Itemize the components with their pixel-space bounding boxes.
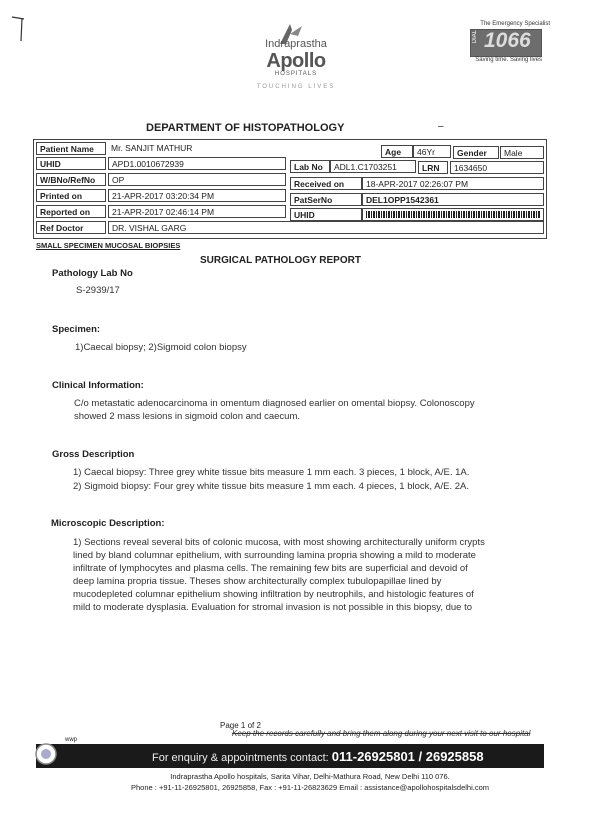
gender-label: Gender [453,146,499,159]
department-title: DEPARTMENT OF HISTOPATHOLOGY [146,122,345,134]
printed-label: Printed on [36,189,106,202]
lab-no-text: S-2939/17 [76,285,120,296]
logo-tagline: TOUCHING LIVES [256,84,336,90]
uhid-label: UHID [36,157,106,170]
lab-no-label: Lab No [290,160,330,173]
barcode-icon [366,211,540,218]
gross-line-2: 2) Sigmoid biopsy: Four grey white tissue bits measure 1 mm each. 4 pieces, 1 block, A/E. 2A. [73,481,470,492]
reported-value: 21-APR-2017 02:46:14 PM [108,205,286,218]
enquiry-text [152,749,484,764]
age-label: Age [381,145,413,158]
gross-heading: Gross Description [52,449,135,460]
wbno-value: OP [108,173,286,186]
pen-mark-icon [10,14,34,44]
uhid-value: APD1.0010672939 [108,157,286,170]
received-label: Received on [290,177,362,190]
hospital-contact: Phone : +91-11-26925801, 26925858, Fax : +91-11-26823629 Email : assistance@apollohospitalsdelhi.com [131,783,489,792]
uhid2-label: UHID [290,208,362,221]
wwp-label: wwp [65,737,78,743]
logo-big-text: Apollo [266,50,326,72]
category-label: SMALL SPECIMEN MUCOSAL BIOPSIES [36,241,181,250]
micro-heading: Microscopic Description: [51,518,165,529]
uhid-barcode [362,208,544,221]
patient-name-label: Patient Name [36,142,106,155]
micro-line: deep lamina propria tissue. Theses show architecturally complex tubulopapillae lined by [73,576,442,587]
dial-word: DIAL [472,30,478,44]
specimen-heading: Specimen: [52,324,101,335]
received-value: 18-APR-2017 02:26:07 PM [362,177,544,190]
reported-label: Reported on [36,205,106,218]
lrn-label: LRN [418,161,448,174]
emergency-label: The Emergency Specialist [480,21,550,27]
patserno-label: PatSerNo [290,193,362,206]
lab-no-value: ADL1.C1703251 [330,160,416,173]
micro-line: infiltrate of lymphocytes and plasma cells. The remaining few bits are superficial and devoid of [73,563,468,574]
clinical-line-2: showed 2 mass lesions in sigmoid colon and caecum. [74,411,301,422]
department-dash: – [438,121,444,132]
enquiry-numbers: 011-26925801 / 26925858 [331,749,484,764]
lab-no-heading: Pathology Lab No [52,268,133,279]
age-value: 46Yr [413,145,451,158]
hospital-address: Indraprastha Apollo hospitals, Sarita Vihar, Delhi-Mathura Road, New Delhi 110 076. [170,772,450,781]
ref-doctor-label: Ref Doctor [36,221,106,234]
ref-doctor-value: DR. VISHAL GARG [108,221,544,234]
wbno-label: W/BNo/RefNo [36,173,106,186]
lrn-value: 1634650 [450,161,544,174]
keep-records-note: Keep the records carefully and bring them along during your next visit to our hospital [232,729,531,738]
gender-value: Male [500,146,544,159]
patient-name-value: Mr. SANJIT MATHUR [111,143,193,153]
specimen-text: 1)Caecal biopsy; 2)Sigmoid colon biopsy [75,342,247,353]
logo-small-text: Indraprastha [265,38,327,50]
report-title: SURGICAL PATHOLOGY REPORT [200,255,361,266]
clinical-line-1: C/o metastatic adenocarcinoma in omentum diagnosed earlier on omental biopsy. Colonoscopy [74,398,475,409]
micro-line: mucodepleted columnar epithelium showing infiltration by neutrophils, and histologic features of [73,589,474,600]
clinical-heading: Clinical Information: [52,380,144,391]
printed-value: 21-APR-2017 03:20:34 PM [108,189,286,202]
micro-line: 1) Sections reveal several bits of colonic mucosa, with most showing architecturally uniform crypts [73,537,485,548]
dial-number: 1066 [484,29,531,52]
patserno-value: DEL1OPP1542361 [362,193,544,206]
page-number: Page 1 of 2 [220,721,261,730]
micro-line: mild to moderate dysplasia. Evaluation for stromal invasion is not possible in this biopsy, due to [73,602,473,613]
accreditation-seal-icon [34,742,58,766]
enquiry-label: For enquiry & appointments contact: [152,752,332,764]
emergency-tagline: Saving time. Saving lives [475,57,542,63]
logo-sub-text: HOSPITALS [274,71,318,77]
micro-line: lined by bland columnar epithelium, with surrounding lamina propria showing a mild to moderate [73,550,476,561]
gross-line-1: 1) Caecal biopsy: Three grey white tissue bits measure 1 mm each. 3 pieces, 1 block, A/E. 1A. [73,467,470,478]
